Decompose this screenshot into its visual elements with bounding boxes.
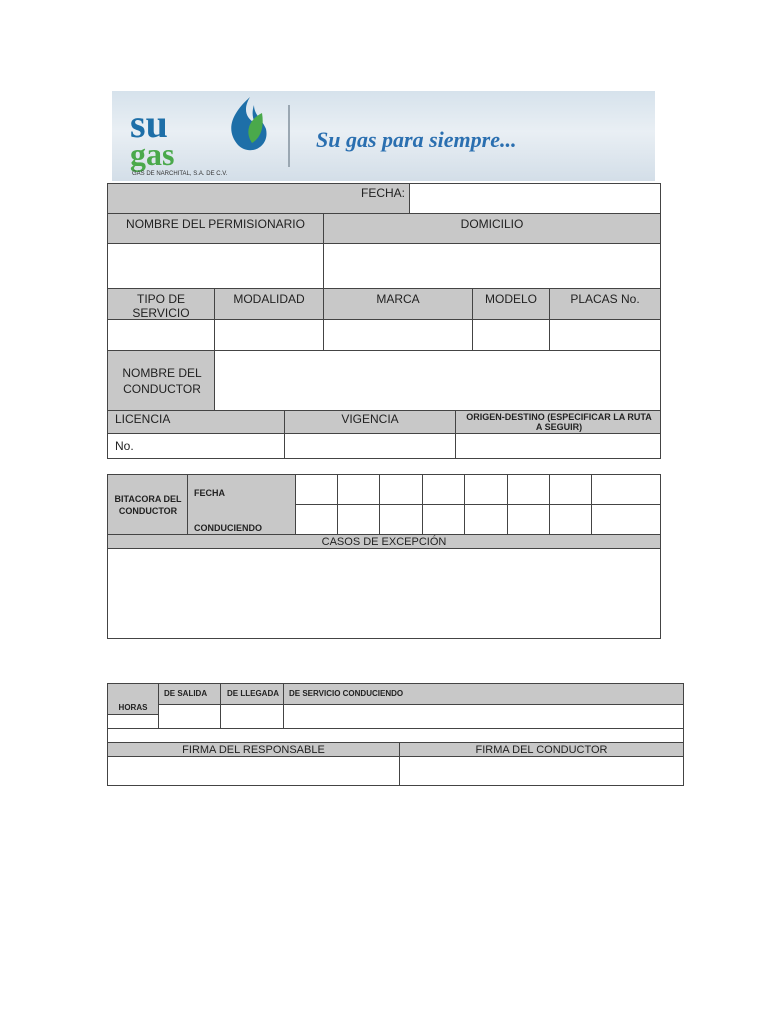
bitacora-fecha-label: FECHA: [194, 488, 225, 498]
log-cell[interactable]: [422, 504, 465, 535]
marca-field[interactable]: [323, 319, 473, 351]
vigencia-header: [284, 410, 456, 434]
tipo-servicio-label: TIPO DE SERVICIO: [132, 292, 190, 320]
de-salida-label: DE SALIDA: [164, 689, 208, 698]
fecha-conduciendo-header: [187, 474, 296, 535]
licencia-number-label: No.: [115, 439, 134, 453]
log-cell[interactable]: [549, 474, 592, 505]
modelo-header: [472, 288, 550, 320]
firma-responsable-field[interactable]: [107, 756, 400, 786]
bitacora-header: [107, 474, 188, 535]
de-salida-header: [158, 683, 221, 705]
casos-excepcion-header: [107, 534, 661, 549]
casos-excepcion-field[interactable]: [107, 548, 661, 639]
marca-header: [323, 288, 473, 320]
nombre-permisionario-header: [107, 213, 324, 244]
banner-divider: [288, 105, 290, 167]
modelo-label: MODELO: [484, 292, 537, 306]
firma-conductor-field[interactable]: [399, 756, 684, 786]
marca-label: MARCA: [376, 292, 420, 306]
log-cell[interactable]: [337, 504, 380, 535]
origen-destino-header: [455, 410, 661, 434]
log-cell[interactable]: [422, 474, 465, 505]
domicilio-label: DOMICILIO: [460, 217, 524, 231]
nombre-conductor-header: [107, 350, 215, 411]
firma-conductor-label: FIRMA DEL CONDUCTOR: [475, 743, 608, 756]
fecha-label: FECHA:: [360, 186, 405, 200]
horas-blank-row: [107, 728, 684, 743]
domicilio-field[interactable]: [323, 243, 661, 289]
log-cell[interactable]: [549, 504, 592, 535]
placas-header: [549, 288, 661, 320]
logo-top-text: su: [130, 101, 168, 146]
header-banner: [112, 91, 655, 181]
log-cell[interactable]: [379, 504, 423, 535]
company-name: GAS DE NARCHITAL, S.A. DE C.V.: [132, 171, 228, 177]
company-logo: [112, 91, 282, 181]
log-cell[interactable]: [379, 474, 423, 505]
log-cell[interactable]: [464, 474, 508, 505]
vigencia-field[interactable]: [284, 433, 456, 459]
log-cell[interactable]: [337, 474, 380, 505]
casos-excepcion-label: CASOS DE EXCEPCIÓN: [321, 535, 447, 548]
de-servicio-label: DE SERVICIO CONDUCIENDO: [289, 689, 404, 698]
firma-responsable-header: [107, 742, 400, 757]
tipo-servicio-field[interactable]: [107, 319, 215, 351]
origen-destino-field[interactable]: [455, 433, 661, 459]
modelo-field[interactable]: [472, 319, 550, 351]
licencia-header: [107, 410, 285, 434]
horas-label: HORAS: [118, 703, 148, 712]
nombre-permisionario-label: NOMBRE DEL PERMISIONARIO: [126, 217, 305, 231]
modalidad-label: MODALIDAD: [233, 292, 305, 306]
log-cell[interactable]: [591, 474, 661, 505]
nombre-permisionario-field[interactable]: [107, 243, 324, 289]
log-cell[interactable]: [591, 504, 661, 535]
placas-field[interactable]: [549, 319, 661, 351]
modalidad-field[interactable]: [214, 319, 324, 351]
de-servicio-field[interactable]: [283, 704, 684, 729]
log-cell[interactable]: [507, 474, 550, 505]
vigencia-label: VIGENCIA: [341, 412, 399, 426]
bitacora-label: BITACORA DEL CONDUCTOR: [114, 493, 182, 516]
de-llegada-field[interactable]: [220, 704, 284, 729]
tipo-servicio-header: [107, 288, 215, 320]
horas-header: [107, 683, 159, 715]
firma-responsable-label: FIRMA DEL RESPONSABLE: [182, 743, 325, 756]
nombre-conductor-label: NOMBRE DEL CONDUCTOR: [122, 365, 202, 396]
log-cell[interactable]: [295, 504, 338, 535]
de-servicio-header: [283, 683, 684, 705]
domicilio-header: [323, 213, 661, 244]
logo-bottom-text: gas: [130, 136, 175, 172]
modalidad-header: [214, 288, 324, 320]
fecha-field[interactable]: [409, 183, 661, 214]
de-llegada-label: DE LLEGADA: [227, 689, 279, 698]
de-llegada-header: [220, 683, 284, 705]
log-cell[interactable]: [507, 504, 550, 535]
licencia-field[interactable]: [107, 433, 285, 459]
log-cell[interactable]: [464, 504, 508, 535]
placas-label: PLACAS No.: [570, 292, 640, 306]
log-cell[interactable]: [295, 474, 338, 505]
firma-conductor-header: [399, 742, 684, 757]
nombre-conductor-field[interactable]: [214, 350, 661, 411]
licencia-label: LICENCIA: [115, 412, 171, 426]
de-salida-field[interactable]: [158, 704, 221, 729]
slogan: Su gas para siempre...: [316, 127, 517, 152]
bitacora-conduciendo-label: CONDUCIENDO: [194, 523, 263, 533]
origen-destino-label: ORIGEN-DESTINO (ESPECIFICAR LA RUTA A SEGUIR): [466, 412, 652, 432]
